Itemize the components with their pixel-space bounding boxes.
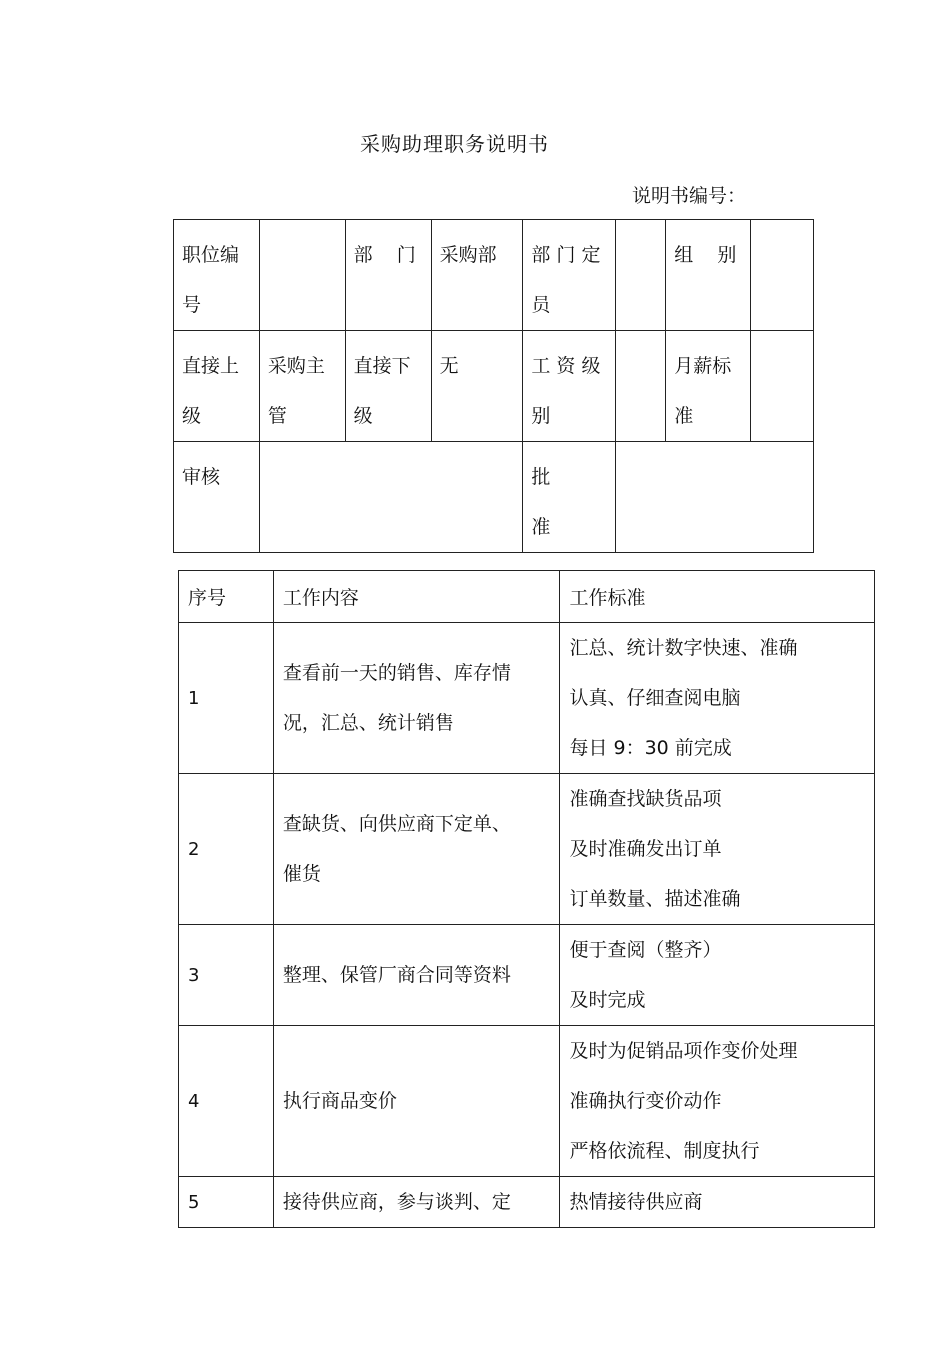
dept-quota-value — [616, 220, 666, 331]
row-no: 1 — [179, 623, 274, 774]
row-no: 3 — [179, 925, 274, 1026]
monthly-salary-label: 月薪标 准 — [666, 331, 751, 442]
table-row — [179, 1177, 875, 1228]
review-label: 审核 — [174, 442, 260, 553]
duty-table-header — [179, 571, 875, 623]
row-standard: 便于查阅（整齐） 及时完成 — [560, 925, 875, 1026]
row-content: 查缺货、向供应商下定单、 催货 — [273, 774, 560, 925]
row-content: 查看前一天的销售、库存情 况，汇总、统计销售 — [273, 623, 560, 774]
group-value — [751, 220, 814, 331]
position-info-table — [173, 219, 814, 553]
review-value — [259, 442, 523, 553]
row-no: 4 — [179, 1026, 274, 1177]
dept-quota-label: 部 门 定 员 — [523, 220, 616, 331]
direct-subordinate-label: 直接下 级 — [345, 331, 431, 442]
row-content: 执行商品变价 — [273, 1026, 560, 1177]
table-row — [179, 774, 875, 925]
approve-value — [616, 442, 814, 553]
direct-superior-value: 采购主 管 — [259, 331, 345, 442]
row-content: 整理、保管厂商合同等资料 — [273, 925, 560, 1026]
row-content: 接待供应商，参与谈判、定 — [273, 1177, 560, 1228]
header-no: 序号 — [179, 571, 274, 623]
department-label: 部 门 — [345, 220, 431, 331]
table-row — [179, 1026, 875, 1177]
row-standard: 及时为促销品项作变价处理 准确执行变价动作 严格依流程、制度执行 — [560, 1026, 875, 1177]
salary-grade-value — [616, 331, 666, 442]
position-no-value — [259, 220, 345, 331]
direct-subordinate-value: 无 — [431, 331, 523, 442]
group-label: 组 别 — [666, 220, 751, 331]
row-standard: 热情接待供应商 — [560, 1177, 875, 1228]
header-standard: 工作标准 — [560, 571, 875, 623]
approve-label: 批 准 — [523, 442, 616, 553]
row-no: 2 — [179, 774, 274, 925]
monthly-salary-value — [751, 331, 814, 442]
doc-number-label: 说明书编号： — [632, 185, 747, 207]
row-standard: 准确查找缺货品项 及时准确发出订单 订单数量、描述准确 — [560, 774, 875, 925]
table-row — [179, 925, 875, 1026]
row-no: 5 — [179, 1177, 274, 1228]
document-title: 采购助理职务说明书 — [360, 132, 549, 156]
salary-grade-label: 工 资 级 别 — [523, 331, 616, 442]
header-content: 工作内容 — [273, 571, 560, 623]
direct-superior-label: 直接上 级 — [174, 331, 260, 442]
department-value: 采购部 — [431, 220, 523, 331]
row-standard: 汇总、统计数字快速、准确 认真、仔细查阅电脑 每日 9：30 前完成 — [560, 623, 875, 774]
position-no-label: 职位编 号 — [174, 220, 260, 331]
duty-table — [178, 570, 875, 1228]
table-row — [179, 623, 875, 774]
